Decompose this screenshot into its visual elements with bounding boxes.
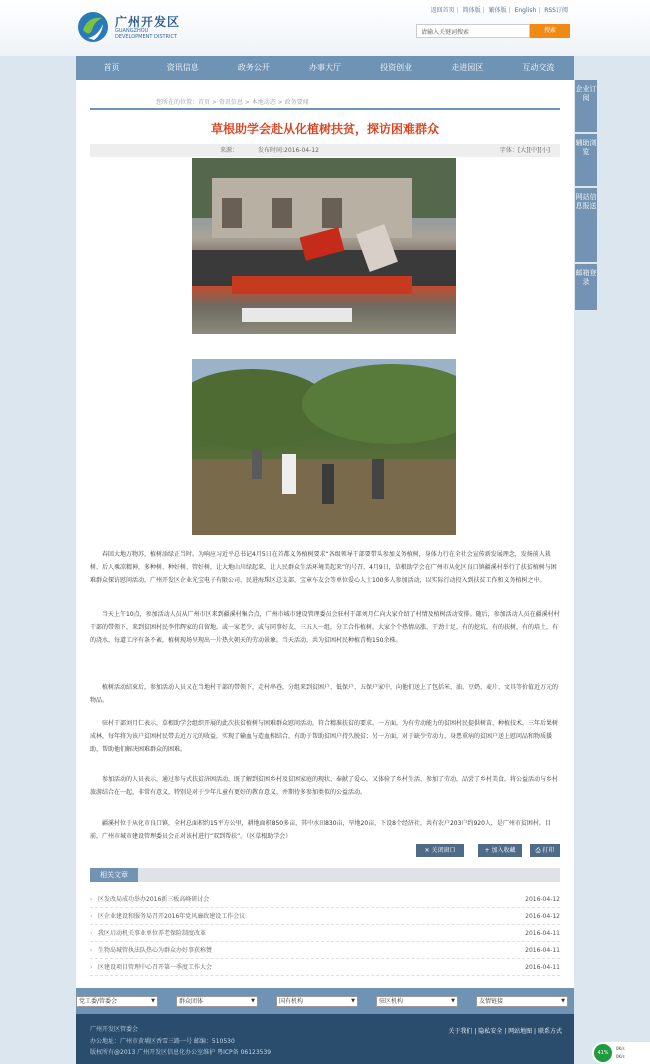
toplink-simplified[interactable]: 简体版 [462,7,481,14]
breadcrumb-news[interactable]: 资讯信息 [218,99,243,106]
select-friend-links[interactable]: 友情链接 ▼ [476,996,568,1007]
nav-interaction[interactable]: 互动交流 [522,63,555,72]
chevron-down-icon: ▼ [251,998,255,1004]
chevron-down-icon: ▼ [561,998,565,1004]
site-logo-icon[interactable] [76,10,110,44]
side-assist[interactable]: 辅助浏览 [575,134,597,186]
article-date: 发布时间:2016-04-12 [258,147,319,154]
article-meta [90,144,560,157]
nav-home[interactable]: 首页 [103,63,120,72]
search-input[interactable] [416,24,530,38]
chevron-down-icon: ▼ [151,998,155,1004]
breadcrumb-label: 您所在的位置： [156,99,199,106]
related-header [90,868,560,882]
article-source: 来源： [220,147,239,154]
list-item[interactable]: › 区建设项目管理中心召开第一季度工作大会 2016-04-11 [90,959,560,976]
footer-sitemap[interactable]: 网站地图 [508,1028,533,1035]
bullet-icon: › [90,896,93,903]
close-window-button[interactable]: ✕ 关闭窗口 [416,844,464,857]
breadcrumb-home[interactable]: 首页 [198,99,211,106]
speed-widget[interactable] [592,1042,650,1064]
side-mail[interactable]: 邮箱登录 [575,264,597,310]
bullet-icon: › [90,930,93,937]
speed-stats: 0K/s 0K/s [616,1046,625,1059]
breadcrumb-gov-news[interactable]: 政务要闻 [284,99,309,106]
toplink-rss[interactable]: RSS订阅 [544,7,568,14]
bullet-icon: › [90,913,93,920]
toplink-traditional[interactable]: 繁体版 [488,7,507,14]
site-footer [76,1014,574,1064]
list-item[interactable]: › 我区启动机关事业单位养老保险制度改革 2016-04-11 [90,925,560,942]
select-district-orgs[interactable]: 驻区机构 ▼ [376,996,458,1007]
nav-news[interactable]: 资讯信息 [166,63,199,72]
select-mass-orgs[interactable]: 群众团体 ▼ [176,996,258,1007]
article-paragraph: 疆溪村位于从化市良口镇，全村总面积约15平方公里，耕地面积850多亩，其中水田830亩，旱地20亩，下设8个经济社，共有农户203户约920人，是广州市贫困村。目前，广州市城市建设管理委员会正对该村进行“双到帮扶”。（区草根助学会） [90,820,551,840]
article-photo-planting [192,359,456,535]
font-size-controls: 字体：[大][中][小] [499,147,550,154]
toplink-home[interactable]: 返回首页 [430,7,455,14]
nav-service-hall[interactable]: 办事大厅 [308,63,341,72]
article-panel [76,80,574,988]
plus-icon: + [484,847,492,854]
bullet-icon: › [90,964,93,971]
title-divider [90,108,560,110]
nav-park[interactable]: 走进园区 [451,63,484,72]
search-box [416,24,570,38]
site-name: 广州开发区 [115,15,181,29]
related-title: 相关文章 [90,868,138,882]
article-paragraph: 驻村干部刘月仁表示，草根助学会组织开展的此次扶贫植树与困难群众慰问活动，符合精准扶贫的要求。一方面，为有劳动能力的贫困村民提供树苗、种植技术，三年后果树成林，每年将为该户贫困村民带去近万元的收益，实现了输血与造血相结合，有助于帮助贫困户持久脱贫；另一方面，对于缺少劳动力、身患重病的贫困户送上慰问品和物质援助，帮助他们解决困难群众的困难。 [90,720,559,753]
search-button[interactable]: 搜索 [530,24,570,38]
add-favorite-button[interactable]: + 加入收藏 [478,844,522,857]
side-subscribe[interactable]: 企业订阅 [575,80,597,132]
breadcrumb-local[interactable]: 本地动态 [251,99,276,106]
footer-copyright: 版权所有@2013 广州开发区信息化办公室维护 粤ICP备 06123539 [90,1049,272,1056]
site-header [0,0,650,56]
list-item[interactable]: › 区发改局成功举办2016新三板高峰研讨会 2016-04-12 [90,891,560,908]
footer-address: 办公地址：广州市黄埔区香雪三路一号 邮编：510530 [90,1038,235,1045]
article-paragraph: 春回大地万物苏，植树添绿正当时。为响应习近平总书记4月5日在首都义务植树要求“各级领导干部要带头参加义务植树，身体力行在全社会宣传新发展理念，发扬前人栽树、后人乘凉精神，多种树、种好树、管好树，让大地山川绿起来，让人民群众生活环境美起来”的号召，4月9日，草根助学会在广州市从化区良口镇疆溪村举行了扶贫植树与困难群众探访慰问活动，广州开发区企业光宝电子有限公司、民进海珠区总支部、宝章车友会等单位爱心人士100多人参加活动，以实际行动投入到扶贫工作和义务植树之中。 [90,551,557,584]
article-paragraph: 当天上午10点，参加活动人员从广州市区来到疆溪村集合点，广州市城市建设管理委员会驻村干部刘月仁向大家介绍了村情及植树活动安排。随后，参加活动人员在疆溪村村干部的带领下，来到贫困村民李伟辉家的自留地，或一家老少，或与同事好友，三五人一组，分工合作植树。大家个个热情高涨、干劲十足，有的挖坑，有的扶树，有的培土，有的浇水，每道工序有条不紊，植树现场呈现出一片热火朝天的劳动景象。当天活动，共为贫困村民种植青梅150余株。 [90,611,560,644]
bullet-icon: › [90,947,93,954]
print-button[interactable]: ⎙ 打印 [530,844,560,857]
nav-invest[interactable]: 投资创业 [380,63,413,72]
article-title: 草根助学会赴从化植树扶贫，探访困难群众 [210,122,439,136]
chevron-down-icon: ▼ [451,998,455,1004]
footer-about[interactable]: 关于我们 [448,1028,473,1035]
speed-percent: 41% [594,1044,612,1062]
top-links: 返回首页 | 简体版 | 繁体版 | English | RSS订阅 [430,7,568,14]
article-actions [416,844,560,857]
footer-contact[interactable]: 联系方式 [537,1028,562,1035]
close-icon: ✕ [424,847,432,854]
printer-icon: ⎙ [535,847,543,854]
footer-link-band [76,988,574,1014]
list-item[interactable]: › 区企业建设和服务局召开2016年党风廉政建设工作会议 2016-04-12 [90,908,560,925]
chevron-down-icon: ▼ [351,998,355,1004]
article-photo-group [192,158,456,334]
font-large[interactable]: [大] [517,147,529,154]
side-submit[interactable]: 网站信息报送 [575,188,597,262]
footer-privacy[interactable]: 隐私安全 [478,1028,503,1035]
breadcrumb: 您所在的位置：首页 > 资讯信息 > 本地动态 > 政务要闻 [156,99,309,106]
list-item[interactable]: › 生物岛城管执法队热心为群众办好事获称赞 2016-04-11 [90,942,560,959]
select-state-orgs[interactable]: 国有机构 ▼ [276,996,358,1007]
font-medium[interactable]: [中] [528,147,540,154]
footer-org: 广州开发区管委会 [90,1026,139,1033]
site-name-en: GUANGZHOU DEVELOPMENT DISTRICT [115,28,178,40]
footer-links: 关于我们 | 隐私安全 | 网站地图 | 联系方式 [448,1028,562,1035]
article-paragraph: 植树活动结束后，参加活动人员又在当地村干部的带领下，走村串巷，分组来到贫困户、低保户、五保户家中，向他们送上了包括米、油、豆奶、麦片、文具等价值近万元的物品。 [90,684,559,704]
toplink-english[interactable]: English [514,7,537,14]
main-nav [76,56,574,80]
related-list [90,891,560,976]
font-small[interactable]: [小] [539,147,550,154]
article-paragraph: 参加活动的人员表示，通过参与式扶贫济困活动，既了解到贫困乡村及贫困家庭的现状、奉献了爱心，又体验了乡村生活、参加了劳动，品尝了乡村美食，将公益活动与乡村旅游结合在一起，非常有意义，特别是对于少年儿童有更好的教育意义，并期待多参加类似的公益活动。 [90,776,559,796]
select-party-committee[interactable]: 党工委/管委会 ▼ [76,996,158,1007]
nav-gov-affairs[interactable]: 政务公开 [237,63,270,72]
